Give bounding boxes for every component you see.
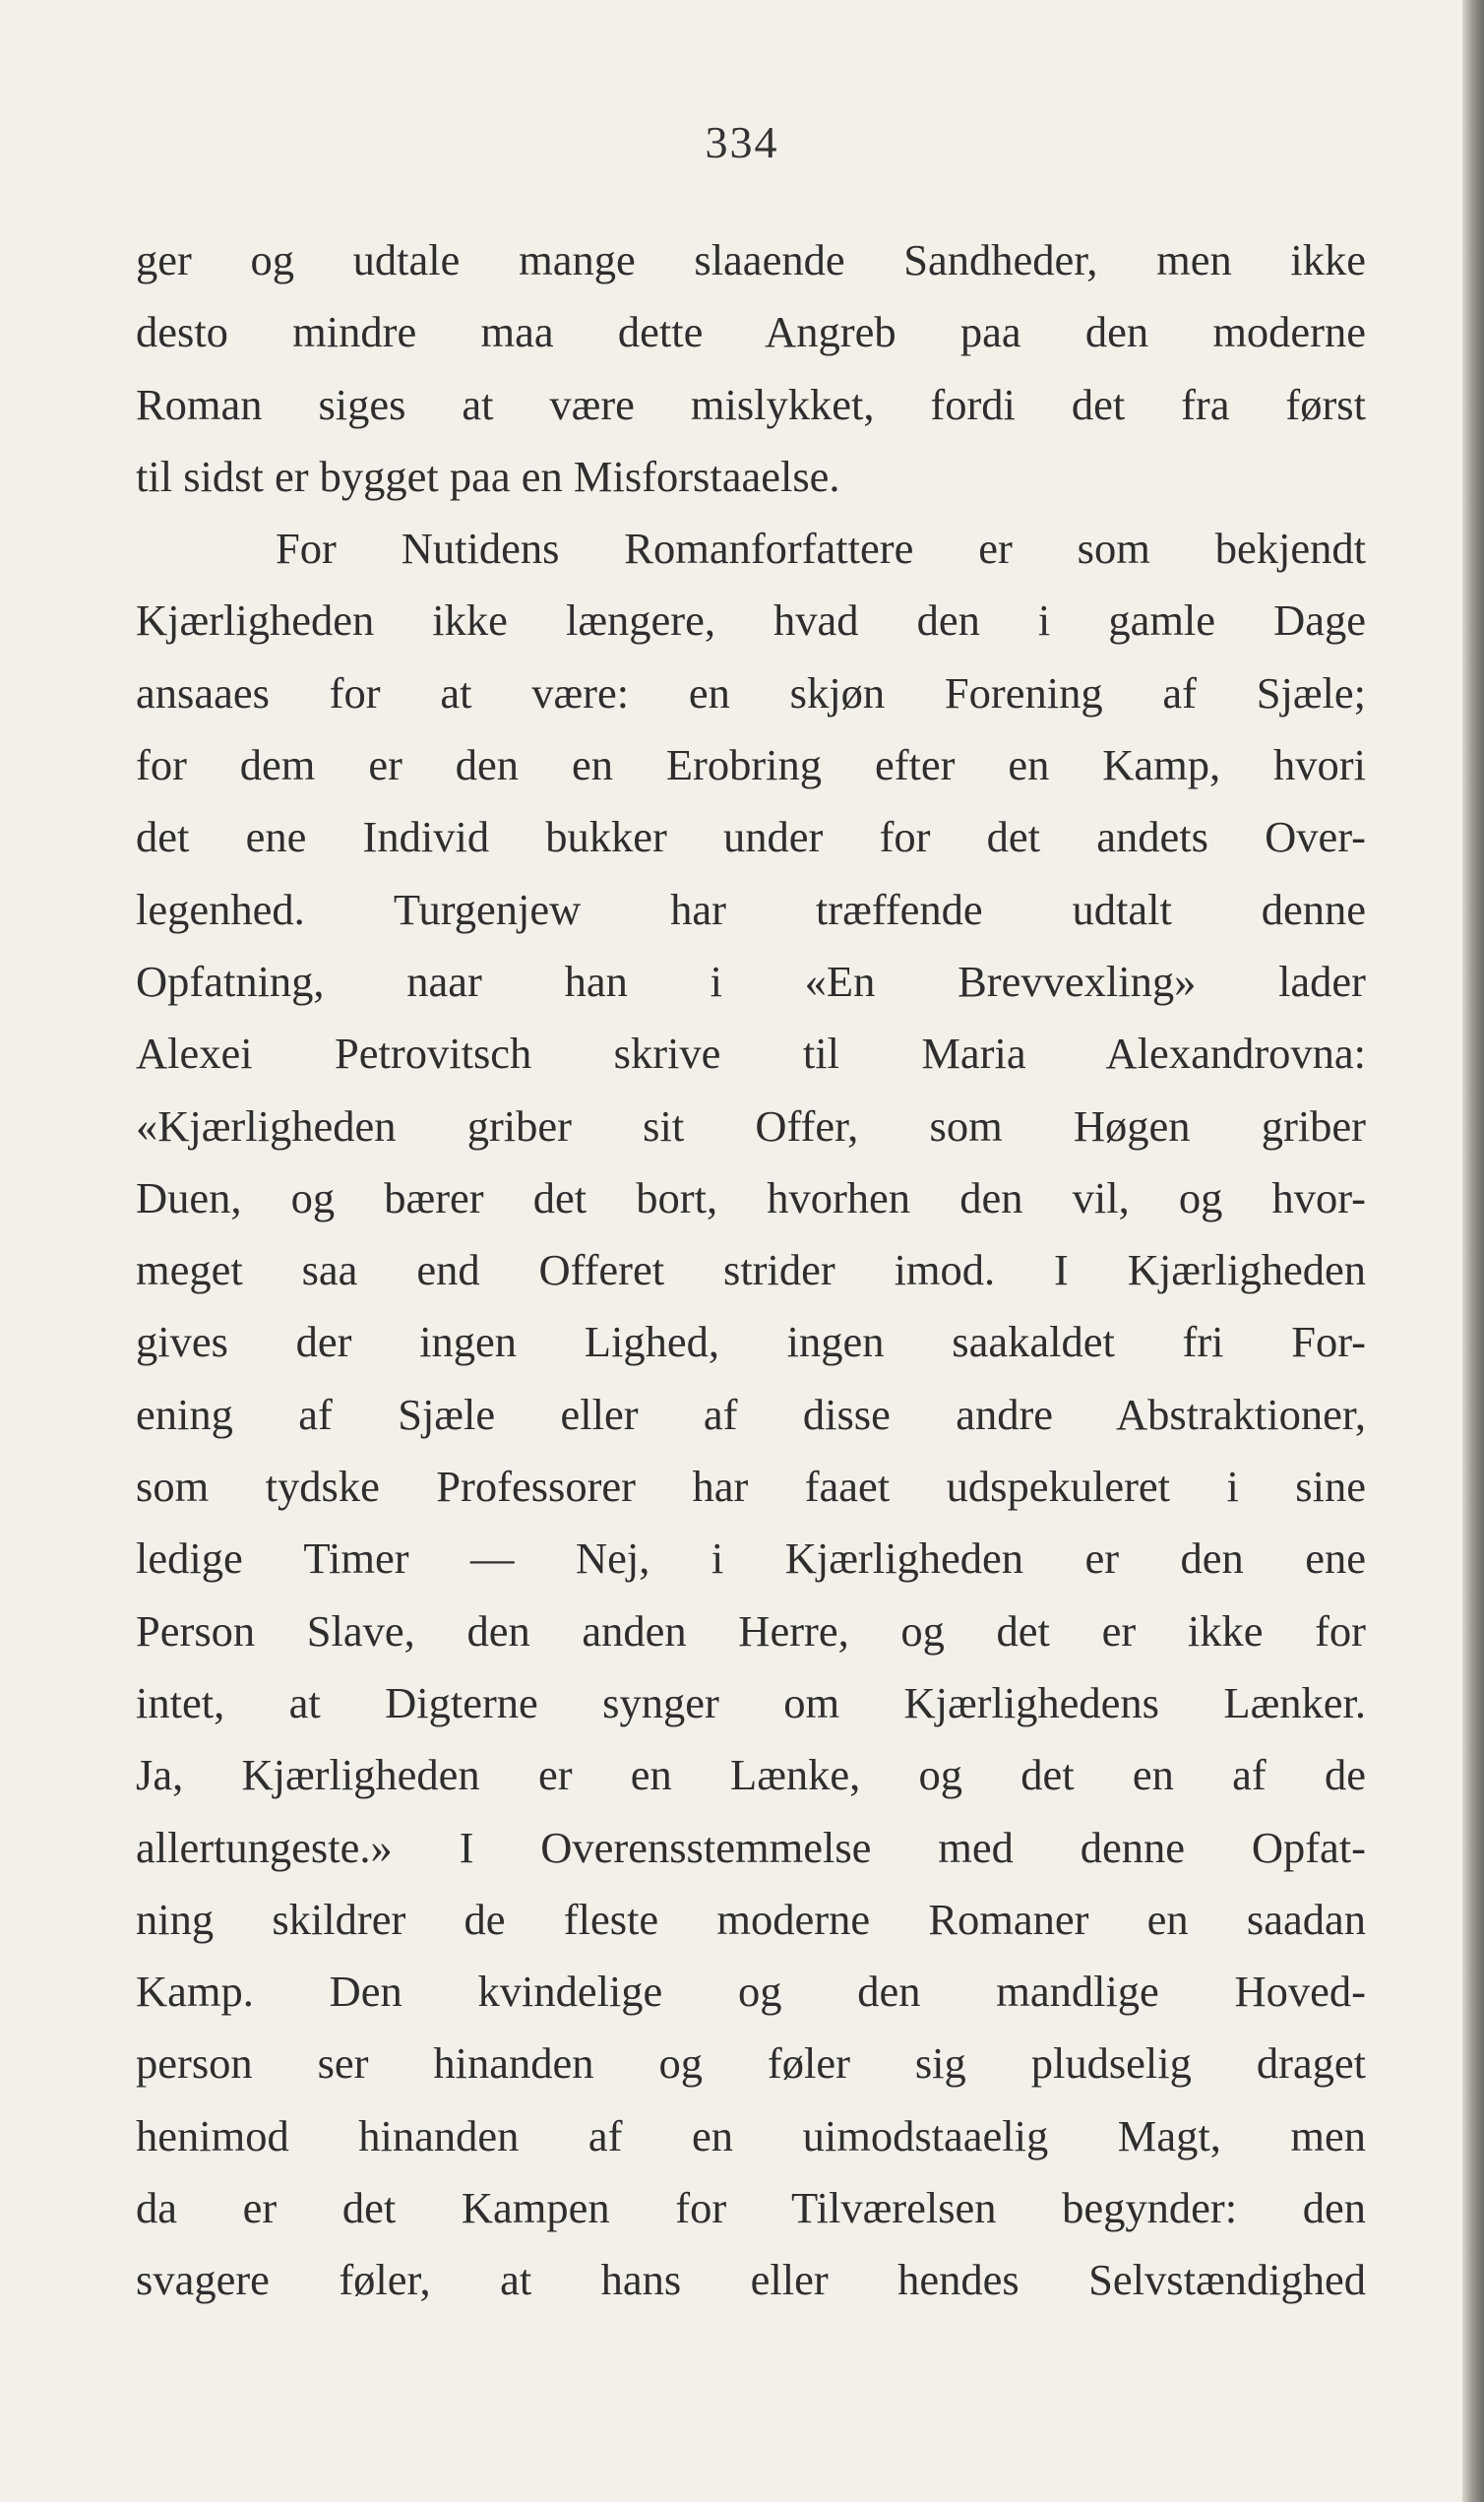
text-line: Duen, og bærer det bort, hvorhen den vil, og hvor- — [136, 1172, 1366, 1222]
text-line: ning skildrer de fleste moderne Romaner en saadan — [136, 1894, 1366, 1944]
page-edge — [1462, 0, 1484, 2502]
text-line: Kamp. Den kvindelige og den mandlige Hoved- — [136, 1967, 1366, 2017]
text-line: ansaaes for at være: en skjøn Forening af Sjæle; — [136, 667, 1366, 718]
text-line: Roman siges at være mislykket, fordi det fra først — [136, 379, 1366, 429]
text-line: person ser hinanden og føler sig pludselig draget — [136, 2038, 1366, 2089]
text-line: Kjærligheden ikke længere, hvad den i gamle Dage — [136, 595, 1366, 646]
text-line: legenhed. Turgenjew har træffende udtalt denne — [136, 884, 1366, 934]
page-number: 334 — [705, 117, 779, 167]
text-line: til sidst er bygget paa en Misforstaaelse. — [136, 451, 840, 501]
text-line: svagere føler, at hans eller hendes Selvstændighed — [136, 2255, 1366, 2305]
text-line: for dem er den en Erobring efter en Kamp, hvori — [136, 740, 1366, 790]
text-line: ger og udtale mange slaaende Sandheder, men ikke — [136, 235, 1366, 284]
text-line: det ene Individ bukker under for det andets Over- — [136, 812, 1366, 862]
text-line: Alexei Petrovitsch skrive til Maria Alexandrovna: — [136, 1029, 1366, 1079]
text-line: gives der ingen Lighed, ingen saakaldet fri For- — [136, 1317, 1366, 1367]
text-line: ening af Sjæle eller af disse andre Abstraktioner, — [136, 1389, 1366, 1439]
text-line: allertungeste.» I Overensstemmelse med denne Opfat- — [136, 1822, 1366, 1872]
text-line: som tydske Professorer har faaet udspekuleret i sine — [136, 1462, 1366, 1512]
text-line: Opfatning, naar han i «En Brevvexling» lader — [136, 956, 1366, 1006]
paragraph-start-line: For Nutidens Romanforfattere er som bekjendt — [276, 524, 1366, 574]
text-line: «Kjærligheden griber sit Offer, som Høgen griber — [136, 1100, 1366, 1151]
text-line: ledige Timer — Nej, i Kjærligheden er den ene — [136, 1533, 1366, 1584]
text-line: da er det Kampen for Tilværelsen begynder: den — [136, 2183, 1366, 2233]
body-text — [136, 224, 1366, 2317]
text-line: Person Slave, den anden Herre, og det er ikke for — [136, 1605, 1366, 1656]
text-line: Ja, Kjærligheden er en Lænke, og det en af de — [136, 1750, 1366, 1800]
text-line: intet, at Digterne synger om Kjærlighedens Lænker. — [136, 1677, 1366, 1727]
text-line: henimod hinanden af en uimodstaaelig Magt, men — [136, 2110, 1366, 2160]
text-line: desto mindre maa dette Angreb paa den moderne — [136, 307, 1366, 357]
text-line: meget saa end Offeret strider imod. I Kjærligheden — [136, 1245, 1366, 1295]
